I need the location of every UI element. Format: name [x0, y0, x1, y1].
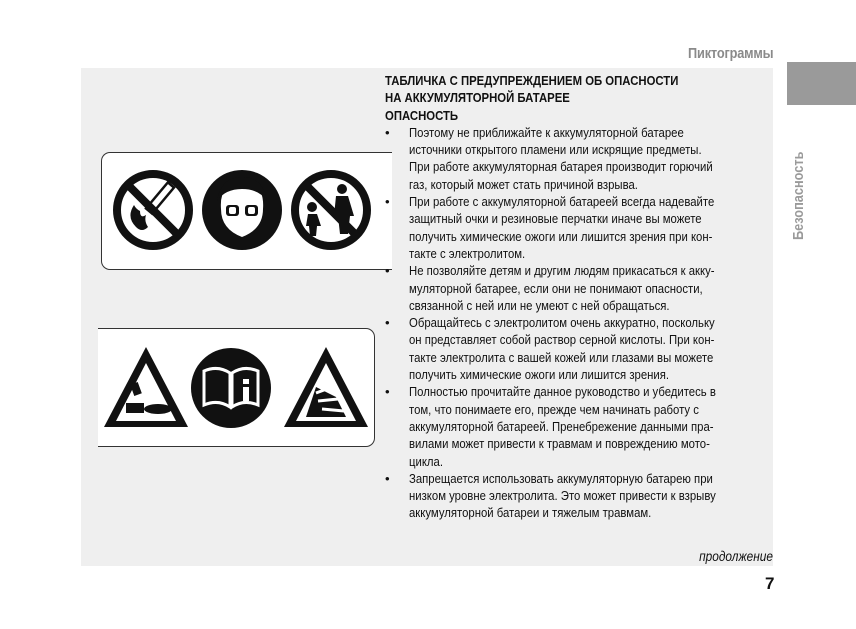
text-line: Не позволяйте детям и другим людям прикасаться к акку-: [409, 263, 715, 279]
list-item: [385, 314, 780, 383]
wear-goggles-icon: [201, 169, 283, 251]
warning-list: [385, 124, 780, 522]
bullet-icon: •: [385, 315, 390, 331]
pictogram-panel-bottom: [98, 328, 375, 447]
warning-text: [385, 72, 780, 522]
section-title: Пиктограммы: [687, 45, 773, 62]
text-line: газ, который может стать причиной взрыва.: [409, 176, 638, 192]
text-line: При работе с аккумуляторной батареей всегда надевайте: [409, 194, 715, 210]
explosive-warning-icon: [282, 343, 370, 431]
text-line: Запрещается использовать аккумуляторную батарею при: [409, 470, 713, 486]
text-line: Поэтому не приближайте к аккумуляторной батарее: [409, 124, 684, 140]
bullet-icon: •: [385, 470, 390, 486]
bullet-icon: •: [385, 263, 390, 279]
text-line: источники открытого пламени или искрящие предметы.: [409, 142, 702, 158]
text-line: Полностью прочитайте данное руководство и убедитесь в: [409, 384, 716, 400]
list-item: [385, 470, 780, 522]
text-line: такте электролита с вашей кожей или глазами вы можете: [409, 349, 714, 365]
text-line: вилами может привести к травмам и повреждению мото-: [409, 436, 710, 452]
text-line: цикла.: [409, 453, 443, 469]
keep-children-away-icon: [290, 169, 372, 251]
text-line: получить химические ожоги или лишится зрения при кон-: [409, 228, 713, 244]
warning-title: ТАБЛИЧКА С ПРЕДУПРЕЖДЕНИЕМ ОБ ОПАСНОСТИ НА АККУМУЛЯТОРНОЙ БАТАРЕЕ ОПАСНОСТЬ: [385, 73, 679, 123]
no-open-flame-icon: [112, 169, 194, 251]
text-line: Обращайтесь с электролитом очень аккуратно, поскольку: [409, 315, 715, 331]
text-line: аккумуляторной батареей. Пренебрежение данными пра-: [409, 418, 714, 434]
text-line: низком уровне электролита. Это может привести к взрыву: [409, 488, 716, 504]
corrosive-warning-icon: [102, 343, 190, 431]
text-line: муляторной батарее, если они не понимают опасности,: [409, 280, 703, 296]
text-line: связанной с ней или не умеют с ней обращаться.: [409, 297, 670, 313]
side-tab-marker: [787, 62, 856, 105]
continued-label: продолжение: [699, 549, 773, 564]
bullet-icon: •: [385, 194, 390, 210]
side-tab-label: Безопасность: [790, 151, 807, 240]
pictogram-panel-top: [101, 152, 392, 270]
list-item: [385, 383, 780, 469]
text-line: При работе аккумуляторная батарея производит горючий: [409, 159, 713, 175]
text-line: том, что понимаете его, прежде чем начинать работу с: [409, 401, 699, 417]
page-number: 7: [765, 574, 775, 593]
list-item: [385, 124, 780, 193]
bullet-icon: •: [385, 124, 390, 140]
text-line: получить химические ожоги или лишится зрения.: [409, 367, 670, 383]
list-item: [385, 193, 780, 262]
text-line: аккумуляторной батареи и тяжелым травмам.: [409, 505, 652, 521]
bullet-icon: •: [385, 384, 390, 400]
read-manual-icon: [190, 347, 272, 429]
list-item: [385, 262, 780, 314]
text-line: такте с электролитом.: [409, 245, 526, 261]
text-line: он представляет собой раствор серной кислоты. При кон-: [409, 332, 715, 348]
text-line: защитный очки и резиновые перчатки иначе вы можете: [409, 211, 702, 227]
